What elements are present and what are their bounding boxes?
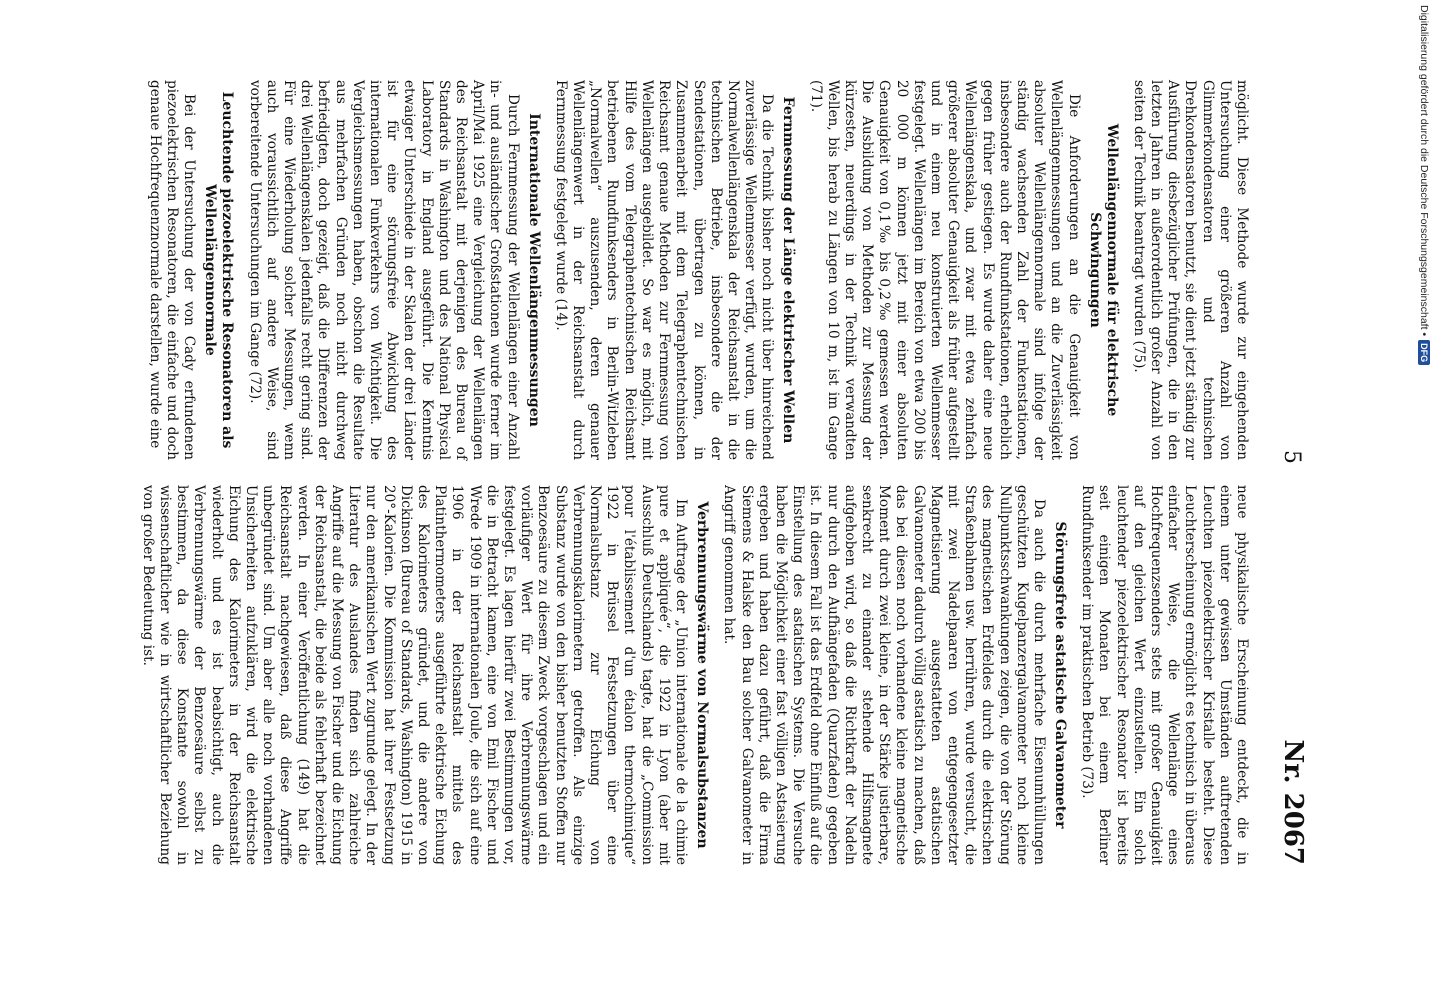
paragraph: Da die Technik bisher noch nicht über hinreichend zuverlässige Wellenmesser verfügt, wurden, um die Normalwellenlängenskala der Reichsanstalt in die technischen Betriebe, insbesondere die der Sendestationen, übertragen zu können, in Zusammenarbeit mit dem Telegraphentechnischen Reichsamt genaue Methoden zur Fernmessung von Wellenlängen ausgebildet. So war es möglich, mit Hilfe des vom Telegraphentechnischen Reichsamt betriebenen Rundfunksenders in Berlin-Witzleben „Normalwellen“ auszusenden, deren genauer Wellenlängenwert in der Reichsanstalt durch Fernmessung festgelegt wurde (14). [552,80,776,460]
paragraph: Durch Fernmessung der Wellenlängen einer Anzahl in- und ausländischer Großstationen wurde ferner im April/Mai 1925 eine Vergleichung der Wellenlängen des Reichsanstalt mit derjenigen des Bureau of Standards in Washington und des National Physical Laboratory in England ausgeführt. Die Kenntnis etwaiger Unterschiede in der Skalen der drei Länder ist für eine störungsfreie Abwicklung des internationalen Funkverkehrs von Wichtigkeit. Die Vergleichsmessungen haben, obschon die Resultate aus mehrfachen Gründen noch nicht durchweg befriedigten, doch gezeigt, daß die Differenzen der drei Wellenlängenskalen jedenfalls recht gering sind. Für eine Wiederholung solcher Messungen, wenn auch voraussichtlich auf andere Weise, sind vorbereitende Untersuchungen im Gange (72). [246,80,521,460]
section-heading: Wellenlängennormale für elektrische Schwingungen [1086,123,1120,417]
section-heading: Verbrennungswärme von Normalsubstanzen [694,501,711,849]
section-heading: Fernmessung der Länge elektrischer Wellen [780,96,797,444]
right-column [139,485,1250,865]
issue-number: Nr. 2067 [1278,739,1308,865]
rotated-text-sheet [110,80,1310,980]
paragraph: Da auch die durch mehrfache Eisenumhüllungen geschützten Kugelpanzergalvanometer noch kleine Nullpunktsschwankungen zeigen, die von der Störung des magnetischen Erdfeldes durch die elektrischen Straßenbahnen usw. herrühren, wurde versucht, die mit zwei Nadelpaaren von entgegengesetzter Magnetisierung ausgestatteten astatischen Galvanometer dadurch völlig astatisch zu machen, daß das bei diesen noch vorhandene kleine magnetische Moment durch zwei kleine, in der Stärke justierbare, senkrecht zu einander stehende Hilfsmagnete aufgehoben wird, so daß die Richtkraft der Nadeln nur durch den Aufhängefaden (Quarzfaden) gegeben ist. In diesem Fall ist das Erdfeld ohne Einfluß auf die Einstellung des astatischen Systems. Die Versuche haben die Möglichkeit einer fast völligen Astasierung ergeben und haben dazu geführt, daß die Firma Siemens & Halske den Bau solcher Galvanometer in Angriff genommen hat. [721,485,1047,865]
section-heading: Internationale Wellenlängenmessungen [525,113,542,427]
page-header [1270,80,1310,865]
section-heading: Störungsfreie astatische Galvanometer [1051,521,1068,829]
paragraph: neue physikalische Erscheinung entdeckt, die in einem unter gewissen Umständen auftretenden Leuchten piezoelektrischer Kristalle besteht. Diese Leuchterscheinung ermöglicht es technisch in überaus einfacher Weise, die Wellenlänge eines Hochfrequenzsenders stets mit großer Genauigkeit auf den gleichen Wert einzustellen. Ein solch leuchtender piezoelektrischer Resonator ist bereits seit einigen Monaten bei einem Berliner Rundfunksender im praktischen Betrieb (73). [1079,485,1250,865]
paragraph: Bei der Untersuchung der von Cady erfundenen piezoelektrischen Resonatoren, die einfache und doch genaue Hochfrequenznormale darstellen, wurde eine [147,80,198,460]
paragraph: Die Anforderungen an die Genauigkeit von Wellenlängenmessungen und an die Zuverlässigkeit absoluter Wellenlängennormale sind infolge der ständig wachsenden Zahl der Funkenstationen, insbesondere auch der Rundfunkstationen, erheblich gegen früher gestiegen. Es wurde daher eine neue Wellenlängenskala, und zwar mit etwa zehnfach größerer absoluter Genauigkeit als früher aufgestellt und in einem neu konstruierten Wellenmesser festgelegt. Wellenlängen im Bereich von etwa 200 bis 20 000 m können jetzt mit einer absoluten Genauigkeit von 0,1‰ bis 0,2‰ gemessen werden. Die Ausbildung von Methoden zur Messung der kürzesten, neuerdings in der Technik verwandten Wellen, bis herab zu Längen von 10 m, ist im Gange (71). [807,80,1082,460]
left-column [146,80,1250,460]
page-number: 5 [1279,450,1304,464]
paragraph: möglicht. Diese Methode wurde zur eingehenden Untersuchung einer größeren Anzahl von Glimmerkondensatoren und technischen Drehkondensatoren benutzt, sie dient jetzt ständig zur Ausführung diesbezüglicher Prüfungen, die in den letzten Jahren in außerordentlich großer Anzahl von seiten der Technik beantragt wurden (75). [1130,80,1250,460]
dfg-logo: DFG [1418,340,1430,365]
section-heading: Leuchtende piezoelektrische Resonatoren als Wellenlängennormale [202,91,236,449]
digitization-attribution [1412,0,1434,1000]
paragraph: Im Auftrage der „Union internationale de la chimie pure et appliquée“, die 1922 in Lyon (aber mit Ausschluß Deutschlands) tagte, hat die „Commission pour l'établissement d'un étalon thermochimique“ 1922 in Brüssel Festsetzungen über eine Normalsubstanz zur Eichung von Verbrennungskalorimetern getroffen. Als einzige Substanz wurde von den bisher benutzten Stoffen nur Benzoesäure zu diesem Zweck vorgeschlagen und ein vorläufiger Wert für ihre Verbrennungswärme festgelegt. Es lagen hierfür zwei Bestimmungen vor, die in Betracht kamen, eine von Emil Fischer und Wrede 1909 in internationalen Joule, die sich auf eine 1906 in der Reichsanstalt mittels des Platinthermometers ausgeführte elektrische Eichung des Kalorimeters gründet, und die andere von Dickinson (Bureau of Standards, Washington) 1915 in 20°-Kalorien. Die Kommission hat ihrer Festsetzung nur den amerikanischen Wert zugrunde gelegt. In der Literatur des Auslandes finden sich zahlreiche Angriffe auf die Messung von Fischer und die Eichung der Reichsanstalt, die beide als fehlerhaft bezeichnet werden. In einer Veröffentlichung (149) hat die Reichsanstalt nachgewiesen, daß diese Angriffe unbegründet sind. Um aber alle noch vorhandenen Unsicherheiten aufzuklären, wird die elektrische Eichung des Kalorimeters in der Reichsanstalt wiederholt und es ist beabsichtigt, auch die Verbrennungswärme der Benzoesäure selbst zu bestimmen, da diese Konstante sowohl in wissenschaftlicher wie in wirtschaftlicher Beziehung von großer Bedeutung ist. [139,485,690,865]
attribution-text: Digitalisierung gefördert durch die Deutsche Forschungsgemeinschaft • [1418,5,1430,337]
